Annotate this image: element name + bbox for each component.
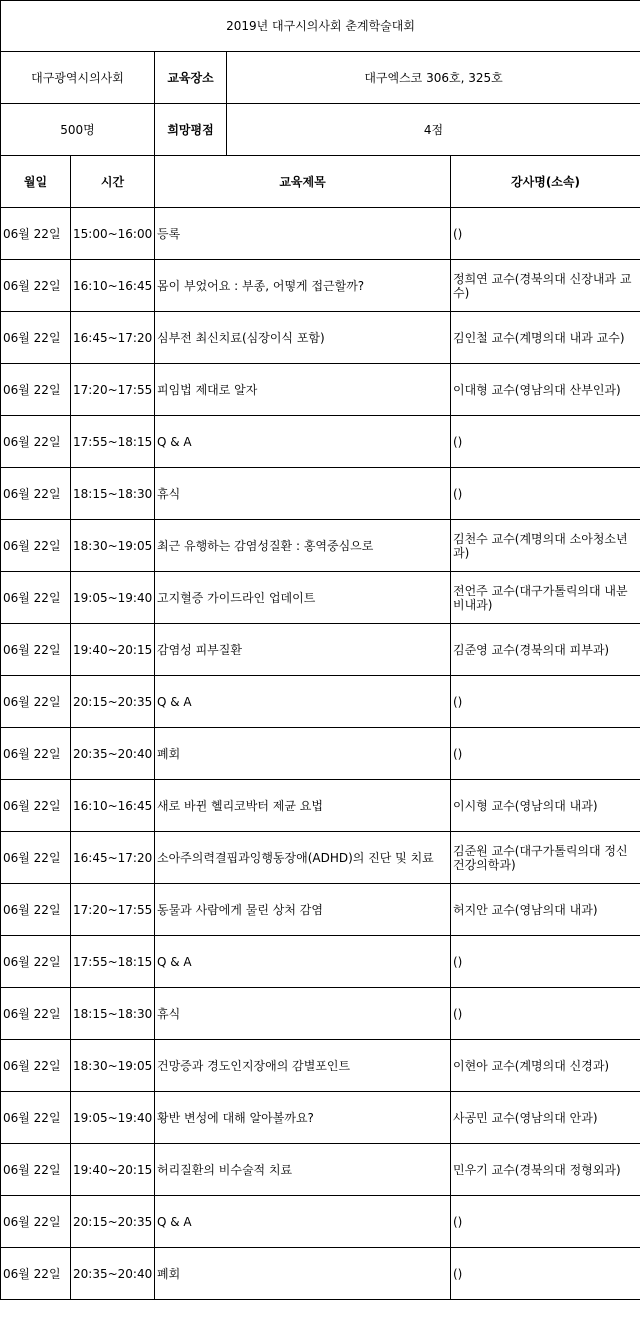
row-time: 18:30~19:05 [71,520,155,572]
table-row [1,416,640,468]
row-lecturer: 정희연 교수(경북의대 신장내과 교수) [451,260,640,312]
row-date: 06월 22일 [1,936,71,988]
table-row [1,884,640,936]
info-row-venue [1,52,640,104]
row-subject: 휴식 [155,468,451,520]
row-lecturer: 이현아 교수(계명의대 신경과) [451,1040,640,1092]
header-subject: 교육제목 [155,156,451,208]
row-subject: 황반 변성에 대해 알아볼까요? [155,1092,451,1144]
row-subject: 폐회 [155,728,451,780]
row-lecturer: 허지안 교수(영남의대 내과) [451,884,640,936]
row-lecturer: () [451,1248,640,1300]
row-subject: Q & A [155,1196,451,1248]
row-date: 06월 22일 [1,1040,71,1092]
row-lecturer: 전언주 교수(대구가톨릭의대 내분비내과) [451,572,640,624]
row-time: 19:05~19:40 [71,572,155,624]
row-date: 06월 22일 [1,988,71,1040]
table-row [1,1196,640,1248]
row-date: 06월 22일 [1,884,71,936]
row-time: 17:20~17:55 [71,884,155,936]
row-lecturer: 이대형 교수(영남의대 산부인과) [451,364,640,416]
table-row [1,676,640,728]
row-time: 16:10~16:45 [71,780,155,832]
row-date: 06월 22일 [1,260,71,312]
row-date: 06월 22일 [1,780,71,832]
table-row [1,780,640,832]
row-lecturer: 사공민 교수(영남의대 안과) [451,1092,640,1144]
table-row [1,1092,640,1144]
row-subject: 고지혈증 가이드라인 업데이트 [155,572,451,624]
row-lecturer: () [451,1196,640,1248]
row-time: 20:35~20:40 [71,1248,155,1300]
row-lecturer: () [451,208,640,260]
table-row [1,1144,640,1196]
row-subject: 새로 바뀐 헬리코박터 제균 요법 [155,780,451,832]
row-time: 16:45~17:20 [71,832,155,884]
row-date: 06월 22일 [1,208,71,260]
row-subject: 건망증과 경도인지장애의 감별포인트 [155,1040,451,1092]
row-subject: 동물과 사람에게 물린 상처 감염 [155,884,451,936]
row-subject: 등록 [155,208,451,260]
row-subject: 심부전 최신치료(심장이식 포함) [155,312,451,364]
table-row [1,1248,640,1300]
row-lecturer: () [451,728,640,780]
row-lecturer: () [451,468,640,520]
row-time: 16:10~16:45 [71,260,155,312]
row-time: 18:15~18:30 [71,988,155,1040]
row-subject: Q & A [155,936,451,988]
capacity: 500명 [1,104,155,156]
row-subject: 허리질환의 비수술적 치료 [155,1144,451,1196]
schedule-body [1,1,640,1300]
row-date: 06월 22일 [1,312,71,364]
table-row [1,624,640,676]
venue-label: 교육장소 [155,52,227,104]
header-row [1,156,640,208]
row-subject: 휴식 [155,988,451,1040]
table-row [1,520,640,572]
table-row [1,312,640,364]
row-time: 15:00~16:00 [71,208,155,260]
row-date: 06월 22일 [1,1248,71,1300]
row-date: 06월 22일 [1,416,71,468]
table-row [1,208,640,260]
row-subject: 최근 유행하는 감염성질환 : 홍역중심으로 [155,520,451,572]
table-row [1,572,640,624]
row-subject: Q & A [155,676,451,728]
table-row [1,936,640,988]
row-time: 16:45~17:20 [71,312,155,364]
row-date: 06월 22일 [1,364,71,416]
row-subject: 폐회 [155,1248,451,1300]
title-row [1,1,640,52]
row-date: 06월 22일 [1,676,71,728]
row-lecturer: () [451,936,640,988]
table-row [1,260,640,312]
score: 4점 [227,104,640,156]
row-lecturer: 김천수 교수(계명의대 소아청소년과) [451,520,640,572]
row-lecturer: 김인철 교수(계명의대 내과 교수) [451,312,640,364]
row-subject: 몸이 부었어요 : 부종, 어떻게 접근할까? [155,260,451,312]
row-subject: 소아주의력결핍과잉행동장애(ADHD)의 진단 및 치료 [155,832,451,884]
row-time: 17:20~17:55 [71,364,155,416]
table-row [1,1040,640,1092]
table-row [1,728,640,780]
row-date: 06월 22일 [1,728,71,780]
header-time: 시간 [71,156,155,208]
row-time: 20:15~20:35 [71,1196,155,1248]
row-subject: 감염성 피부질환 [155,624,451,676]
row-date: 06월 22일 [1,520,71,572]
row-lecturer: 이시형 교수(영남의대 내과) [451,780,640,832]
row-lecturer: 민우기 교수(경북의대 정형외과) [451,1144,640,1196]
table-row [1,468,640,520]
row-subject: 피임법 제대로 알자 [155,364,451,416]
score-label: 희망평점 [155,104,227,156]
row-time: 18:30~19:05 [71,1040,155,1092]
row-time: 17:55~18:15 [71,936,155,988]
row-time: 17:55~18:15 [71,416,155,468]
table-row [1,364,640,416]
row-time: 20:35~20:40 [71,728,155,780]
venue: 대구엑스코 306호, 325호 [227,52,640,104]
organizer: 대구광역시의사회 [1,52,155,104]
row-date: 06월 22일 [1,1196,71,1248]
row-time: 19:05~19:40 [71,1092,155,1144]
row-time: 19:40~20:15 [71,1144,155,1196]
row-date: 06월 22일 [1,468,71,520]
row-lecturer: () [451,676,640,728]
row-lecturer: () [451,988,640,1040]
table-row [1,832,640,884]
row-subject: Q & A [155,416,451,468]
row-date: 06월 22일 [1,1092,71,1144]
info-row-score [1,104,640,156]
row-time: 18:15~18:30 [71,468,155,520]
row-lecturer: () [451,416,640,468]
header-lecturer: 강사명(소속) [451,156,640,208]
row-date: 06월 22일 [1,572,71,624]
header-date: 월일 [1,156,71,208]
row-lecturer: 김준영 교수(경북의대 피부과) [451,624,640,676]
table-row [1,988,640,1040]
row-date: 06월 22일 [1,624,71,676]
row-time: 20:15~20:35 [71,676,155,728]
row-date: 06월 22일 [1,832,71,884]
row-date: 06월 22일 [1,1144,71,1196]
row-time: 19:40~20:15 [71,624,155,676]
row-lecturer: 김준원 교수(대구가톨릭의대 정신건강의학과) [451,832,640,884]
event-title: 2019년 대구시의사회 춘계학술대회 [1,1,640,52]
